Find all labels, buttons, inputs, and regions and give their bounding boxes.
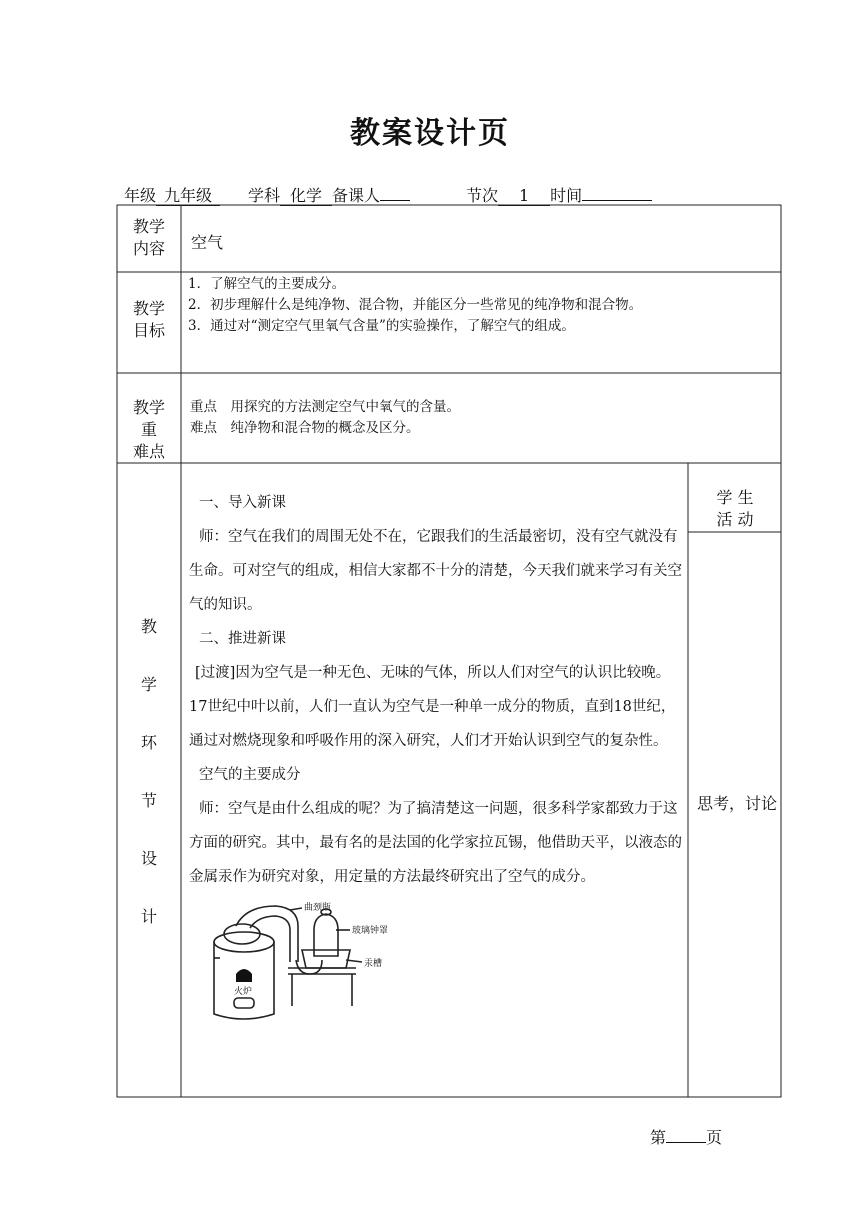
content-value: 空气 — [191, 233, 224, 252]
subject-value: 化学 — [280, 187, 332, 206]
content-label-line1: 教学 — [132, 217, 165, 236]
subject-label: 学科 — [248, 186, 281, 205]
session-value: 1 — [498, 187, 550, 206]
footer-prefix: 第 — [650, 1128, 667, 1147]
goal-item: 1．了解空气的主要成分。 — [188, 276, 346, 292]
furnace-label: 火炉 — [234, 987, 253, 997]
lesson-paragraph: 师：空气在我们的周围无处不在，它跟我们的生活最密切，没有空气就没有生命。可对空气的组成，相信大家都不十分的清楚，今天我们就来学习有关空气的知识。 — [189, 529, 682, 613]
content-label-line2: 内容 — [132, 239, 165, 258]
content-label — [117, 216, 181, 260]
process-label-char: 教 — [140, 617, 157, 636]
process-label — [117, 598, 181, 946]
keypoints-text — [190, 397, 770, 439]
footer-suffix: 页 — [706, 1128, 723, 1147]
grade-value: 九年级 — [156, 187, 220, 206]
page-footer — [650, 1125, 722, 1148]
preparer-value — [380, 200, 410, 201]
section-heading: 一、导入新课 — [199, 495, 286, 511]
keypoints-label — [117, 397, 181, 463]
student-activity-text: 思考，讨论 — [697, 794, 778, 813]
goal-item: 3．通过对“测定空气里氧气含量”的实验操作，了解空气的组成。 — [188, 318, 575, 334]
student-header-line2: 活 动 — [716, 510, 754, 529]
grade-label: 年级 — [124, 186, 157, 205]
process-label-char: 环 — [140, 733, 157, 752]
key-point: 重点 用探究的方法测定空气中氧气的含量。 — [190, 399, 460, 415]
section-heading: 空气的主要成分 — [199, 767, 301, 783]
process-label-char: 计 — [140, 907, 157, 926]
lavoisier-apparatus-diagram — [206, 896, 406, 1024]
header-line — [124, 183, 652, 206]
mercury-trough — [302, 950, 350, 968]
goals-label-line1: 教学 — [132, 299, 165, 318]
time-label: 时间 — [550, 186, 583, 205]
student-header-line1: 学 生 — [716, 488, 754, 507]
difficult-point: 难点 纯净物和混合物的概念及区分。 — [190, 420, 420, 436]
section-heading: 二、推进新课 — [199, 631, 286, 647]
goals-label — [117, 298, 181, 342]
goals-list — [188, 274, 778, 337]
keypoints-label-line1: 教学 — [132, 398, 165, 417]
session-label: 节次 — [466, 186, 499, 205]
footer-page-number — [666, 1142, 706, 1143]
student-activity-header — [690, 487, 780, 531]
lesson-paragraph: [过渡]因为空气是一种无色、无味的气体，所以人们对空气的认识比较晚。17世纪中叶以前，人们一直认为空气是一种单一成分的物质，直到18世纪，通过对燃烧现象和呼吸作用的深入研究，人们才开始认识到空气的复杂性。 — [189, 665, 676, 749]
keypoints-label-line3: 难点 — [132, 442, 165, 461]
lesson-paragraph: 师：空气是由什么组成的呢？为了搞清楚这一问题，很多科学家都致力于这方面的研究。其中，最有名的是法国的化学家拉瓦锡，他借助天平，以液态的金属汞作为研究对象，用定量的方法最终研究出了空气的成分。 — [189, 801, 682, 885]
goals-label-line2: 目标 — [132, 321, 165, 340]
process-label-char: 设 — [140, 849, 157, 868]
preparer-label: 备课人 — [332, 186, 381, 205]
retort-label: 曲颈瓶 — [304, 903, 332, 913]
process-label-char: 节 — [140, 791, 157, 810]
process-label-char: 学 — [140, 675, 157, 694]
goal-item: 2．初步理解什么是纯净物、混合物，并能区分一些常见的纯净物和混合物。 — [188, 297, 643, 313]
bell-jar-label: 玻璃钟罩 — [352, 926, 389, 936]
trough-label: 汞槽 — [364, 959, 383, 969]
page-title: 教案设计页 — [350, 116, 510, 151]
keypoints-label-line2: 重 — [140, 420, 157, 439]
time-value — [582, 200, 652, 201]
lesson-body — [189, 486, 683, 894]
